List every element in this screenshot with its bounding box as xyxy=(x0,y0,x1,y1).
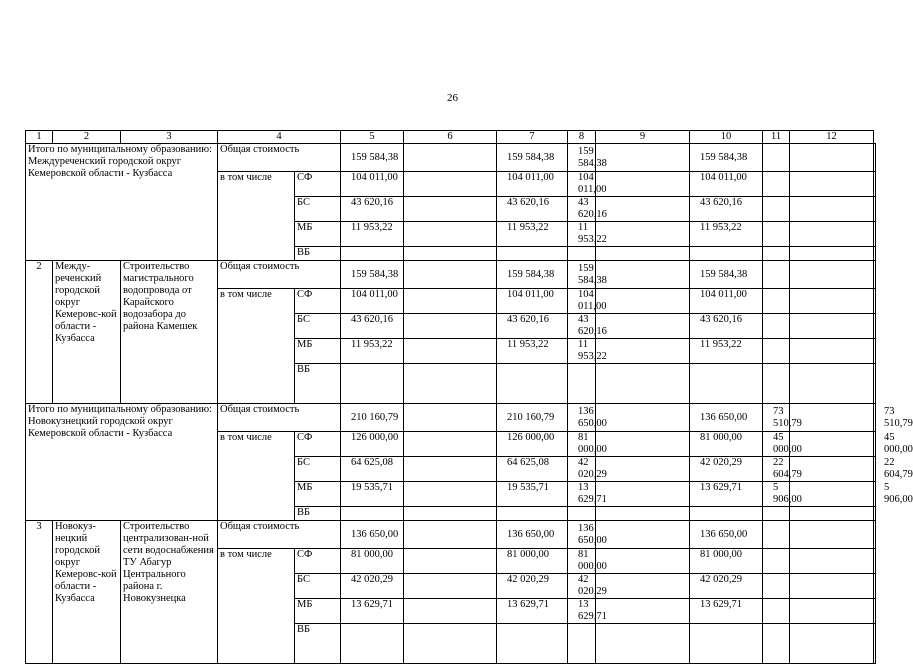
value-c7: 159 584,38 xyxy=(497,144,568,172)
value-c13 xyxy=(874,364,876,404)
value-c5: 210 160,79 xyxy=(341,404,404,432)
header-cell: 1 xyxy=(26,131,53,144)
header-cell: 11 xyxy=(763,131,790,144)
value-empty xyxy=(404,261,497,289)
value-empty xyxy=(596,261,690,289)
value-c8: 13 629,71 xyxy=(568,482,596,507)
value-c8: 136 650,00 xyxy=(568,404,596,432)
header-cell: 2 xyxy=(53,131,121,144)
source-label: ВБ xyxy=(295,364,341,404)
value-empty xyxy=(790,197,874,222)
item-row xyxy=(26,521,876,549)
value-c5: 136 650,00 xyxy=(341,521,404,549)
value-empty xyxy=(404,432,497,457)
total-name: Итого по муниципальному образованию: Новокузнецкий городской округ Кемеровской области - Кузбасса xyxy=(26,404,218,521)
value-c13: 5 906,00 xyxy=(874,482,876,507)
including-label: в том числе xyxy=(218,549,295,664)
value-empty xyxy=(404,144,497,172)
source-label: СФ xyxy=(295,432,341,457)
budget-table xyxy=(25,130,913,664)
value-c7: 19 535,71 xyxy=(497,482,568,507)
value-empty xyxy=(790,247,874,261)
total-name: Итого по муниципальному образованию: Междуреченский городской округ Кемеровской области - Кузбасса xyxy=(26,144,218,261)
value-c10 xyxy=(690,364,763,404)
value-c5: 19 535,71 xyxy=(341,482,404,507)
value-c8: 159 584,38 xyxy=(568,261,596,289)
value-empty xyxy=(790,574,874,599)
value-c5 xyxy=(341,247,404,261)
value-c5: 11 953,22 xyxy=(341,339,404,364)
value-c8: 42 020,29 xyxy=(568,457,596,482)
value-c10: 42 020,29 xyxy=(690,574,763,599)
value-c11: 73 510,79 xyxy=(763,404,790,432)
value-c5: 43 620,16 xyxy=(341,197,404,222)
value-empty xyxy=(596,197,690,222)
header-cell: 7 xyxy=(497,131,568,144)
value-c10 xyxy=(690,247,763,261)
value-empty xyxy=(596,549,690,574)
value-empty xyxy=(790,507,874,521)
value-c7: 42 020,29 xyxy=(497,574,568,599)
value-c11 xyxy=(763,507,790,521)
value-c8: 104 011,00 xyxy=(568,289,596,314)
value-empty xyxy=(790,599,874,624)
value-empty xyxy=(404,549,497,574)
value-c5: 43 620,16 xyxy=(341,314,404,339)
value-c8: 43 620,16 xyxy=(568,197,596,222)
value-c11 xyxy=(763,172,790,197)
total-row xyxy=(26,144,876,172)
including-label: в том числе xyxy=(218,432,295,521)
value-c7: 210 160,79 xyxy=(497,404,568,432)
value-c10: 136 650,00 xyxy=(690,521,763,549)
value-empty xyxy=(596,521,690,549)
value-c7: 104 011,00 xyxy=(497,172,568,197)
value-c13 xyxy=(874,172,876,197)
value-empty xyxy=(404,599,497,624)
value-empty xyxy=(404,624,497,664)
value-empty xyxy=(596,404,690,432)
value-empty xyxy=(596,624,690,664)
value-empty xyxy=(596,599,690,624)
value-c13 xyxy=(874,247,876,261)
total-cost-label: Общая стоимость xyxy=(218,144,341,172)
value-empty xyxy=(790,364,874,404)
value-empty xyxy=(790,549,874,574)
value-c5: 13 629,71 xyxy=(341,599,404,624)
value-empty xyxy=(596,247,690,261)
value-empty xyxy=(596,432,690,457)
header-cell: 9 xyxy=(596,131,690,144)
value-c7: 11 953,22 xyxy=(497,339,568,364)
source-label: МБ xyxy=(295,222,341,247)
header-row xyxy=(26,131,876,144)
value-c7: 13 629,71 xyxy=(497,599,568,624)
value-c10: 11 953,22 xyxy=(690,222,763,247)
value-c5: 42 020,29 xyxy=(341,574,404,599)
item-row xyxy=(26,261,876,289)
total-cost-label: Общая стоимость xyxy=(218,404,341,432)
value-empty xyxy=(790,404,874,432)
value-empty xyxy=(790,289,874,314)
value-c5 xyxy=(341,507,404,521)
source-label: ВБ xyxy=(295,624,341,664)
value-c7 xyxy=(497,507,568,521)
value-c13 xyxy=(874,144,876,172)
value-c10: 104 011,00 xyxy=(690,289,763,314)
value-c7 xyxy=(497,364,568,404)
source-label: МБ xyxy=(295,599,341,624)
value-empty xyxy=(404,314,497,339)
value-c10: 42 020,29 xyxy=(690,457,763,482)
value-c7: 104 011,00 xyxy=(497,289,568,314)
source-label: МБ xyxy=(295,482,341,507)
value-c10: 13 629,71 xyxy=(690,599,763,624)
header-cell: 3 xyxy=(121,131,218,144)
value-c7: 81 000,00 xyxy=(497,549,568,574)
value-empty xyxy=(596,222,690,247)
value-c11 xyxy=(763,261,790,289)
total-cost-label: Общая стоимость xyxy=(218,261,341,289)
municipality-name: Между-реченский городской округ Кемеровс-кой области - Кузбасса xyxy=(53,261,121,404)
value-empty xyxy=(790,432,874,457)
value-c11 xyxy=(763,574,790,599)
value-empty xyxy=(404,364,497,404)
value-c8: 159 584,38 xyxy=(568,144,596,172)
value-c8 xyxy=(568,247,596,261)
value-c10: 81 000,00 xyxy=(690,432,763,457)
value-empty xyxy=(596,339,690,364)
including-label: в том числе xyxy=(218,289,295,404)
value-empty xyxy=(404,172,497,197)
value-empty xyxy=(596,314,690,339)
value-c11 xyxy=(763,624,790,664)
value-c11: 45 000,00 xyxy=(763,432,790,457)
value-c8: 11 953,22 xyxy=(568,339,596,364)
total-cost-label: Общая стоимость xyxy=(218,521,341,549)
source-label: БС xyxy=(295,197,341,222)
value-empty xyxy=(790,172,874,197)
value-c8: 13 629,71 xyxy=(568,599,596,624)
value-c8: 81 000,00 xyxy=(568,549,596,574)
source-label: СФ xyxy=(295,172,341,197)
value-c10: 159 584,38 xyxy=(690,261,763,289)
value-c11 xyxy=(763,314,790,339)
value-c7: 64 625,08 xyxy=(497,457,568,482)
value-c7: 136 650,00 xyxy=(497,521,568,549)
value-c7: 43 620,16 xyxy=(497,197,568,222)
value-empty xyxy=(790,482,874,507)
value-c11 xyxy=(763,197,790,222)
value-c11: 5 906,00 xyxy=(763,482,790,507)
value-empty xyxy=(596,364,690,404)
value-c10 xyxy=(690,624,763,664)
value-empty xyxy=(404,339,497,364)
value-c13 xyxy=(874,314,876,339)
value-c8: 42 020,29 xyxy=(568,574,596,599)
value-c13 xyxy=(874,507,876,521)
value-c8: 104 011,00 xyxy=(568,172,596,197)
value-empty xyxy=(790,314,874,339)
value-c13 xyxy=(874,521,876,549)
value-empty xyxy=(596,144,690,172)
value-c8: 81 000,00 xyxy=(568,432,596,457)
source-label: ВБ xyxy=(295,247,341,261)
value-c5: 159 584,38 xyxy=(341,144,404,172)
source-label: БС xyxy=(295,574,341,599)
value-c13: 22 604,79 xyxy=(874,457,876,482)
value-c13 xyxy=(874,261,876,289)
value-c13 xyxy=(874,574,876,599)
value-c7: 159 584,38 xyxy=(497,261,568,289)
value-c8 xyxy=(568,624,596,664)
value-empty xyxy=(596,289,690,314)
value-empty xyxy=(790,222,874,247)
municipality-name: Новокуз-нецкий городской округ Кемеровс-кой области - Кузбасса xyxy=(53,521,121,664)
value-c7: 43 620,16 xyxy=(497,314,568,339)
value-c10: 81 000,00 xyxy=(690,549,763,574)
value-c5: 159 584,38 xyxy=(341,261,404,289)
value-c13 xyxy=(874,339,876,364)
value-empty xyxy=(404,457,497,482)
value-c8 xyxy=(568,364,596,404)
value-c13 xyxy=(874,624,876,664)
value-c8: 43 620,16 xyxy=(568,314,596,339)
value-c13: 73 510,79 xyxy=(874,404,876,432)
value-c10: 43 620,16 xyxy=(690,197,763,222)
value-empty xyxy=(790,339,874,364)
including-label: в том числе xyxy=(218,172,295,261)
header-cell: 5 xyxy=(341,131,404,144)
value-empty xyxy=(790,624,874,664)
value-c13 xyxy=(874,222,876,247)
value-empty xyxy=(404,521,497,549)
source-label: ВБ xyxy=(295,507,341,521)
value-c11 xyxy=(763,364,790,404)
value-empty xyxy=(404,507,497,521)
value-c10: 43 620,16 xyxy=(690,314,763,339)
value-c7: 126 000,00 xyxy=(497,432,568,457)
value-c10: 11 953,22 xyxy=(690,339,763,364)
source-label: БС xyxy=(295,457,341,482)
value-c13 xyxy=(874,549,876,574)
value-c8: 11 953,22 xyxy=(568,222,596,247)
header-cell: 12 xyxy=(790,131,874,144)
value-c10: 159 584,38 xyxy=(690,144,763,172)
value-c11 xyxy=(763,247,790,261)
row-number: 3 xyxy=(26,521,53,664)
value-c13 xyxy=(874,197,876,222)
value-empty xyxy=(404,482,497,507)
header-cell: 10 xyxy=(690,131,763,144)
value-empty xyxy=(404,289,497,314)
value-c10: 136 650,00 xyxy=(690,404,763,432)
value-c5 xyxy=(341,364,404,404)
value-c7 xyxy=(497,624,568,664)
value-empty xyxy=(596,172,690,197)
value-c5: 126 000,00 xyxy=(341,432,404,457)
value-c11 xyxy=(763,289,790,314)
value-c7 xyxy=(497,247,568,261)
value-empty xyxy=(596,574,690,599)
value-empty xyxy=(596,457,690,482)
header-cell: 4 xyxy=(218,131,341,144)
value-c5: 81 000,00 xyxy=(341,549,404,574)
value-c11 xyxy=(763,521,790,549)
value-empty xyxy=(790,521,874,549)
value-c11: 22 604,79 xyxy=(763,457,790,482)
value-c5: 11 953,22 xyxy=(341,222,404,247)
source-label: СФ xyxy=(295,549,341,574)
value-c11 xyxy=(763,339,790,364)
value-c11 xyxy=(763,549,790,574)
value-c13 xyxy=(874,599,876,624)
value-empty xyxy=(596,507,690,521)
source-label: МБ xyxy=(295,339,341,364)
value-empty xyxy=(404,222,497,247)
value-empty xyxy=(790,261,874,289)
source-label: БС xyxy=(295,314,341,339)
value-empty xyxy=(404,247,497,261)
value-c8: 136 650,00 xyxy=(568,521,596,549)
value-c11 xyxy=(763,144,790,172)
value-c5: 104 011,00 xyxy=(341,172,404,197)
value-c11 xyxy=(763,222,790,247)
value-empty xyxy=(404,404,497,432)
value-c7: 11 953,22 xyxy=(497,222,568,247)
value-empty xyxy=(596,482,690,507)
total-row xyxy=(26,404,876,432)
header-cell: 8 xyxy=(568,131,596,144)
header-cell: 6 xyxy=(404,131,497,144)
value-empty xyxy=(404,574,497,599)
value-c10: 13 629,71 xyxy=(690,482,763,507)
value-c5 xyxy=(341,624,404,664)
value-empty xyxy=(790,457,874,482)
value-c13 xyxy=(874,289,876,314)
value-c13: 45 000,00 xyxy=(874,432,876,457)
value-c10: 104 011,00 xyxy=(690,172,763,197)
object-name: Строительство магистрального водопровода от Карайского водозабора до района Камешек xyxy=(121,261,218,404)
source-label: СФ xyxy=(295,289,341,314)
value-c10 xyxy=(690,507,763,521)
page-number: 26 xyxy=(447,92,458,104)
row-number: 2 xyxy=(26,261,53,404)
value-empty xyxy=(790,144,874,172)
value-empty xyxy=(404,197,497,222)
value-c11 xyxy=(763,599,790,624)
value-c5: 64 625,08 xyxy=(341,457,404,482)
value-c5: 104 011,00 xyxy=(341,289,404,314)
object-name: Строительство централизован-ной сети водоснабжения ТУ Абагур Центрального района г. Новокузнецка xyxy=(121,521,218,664)
value-c8 xyxy=(568,507,596,521)
